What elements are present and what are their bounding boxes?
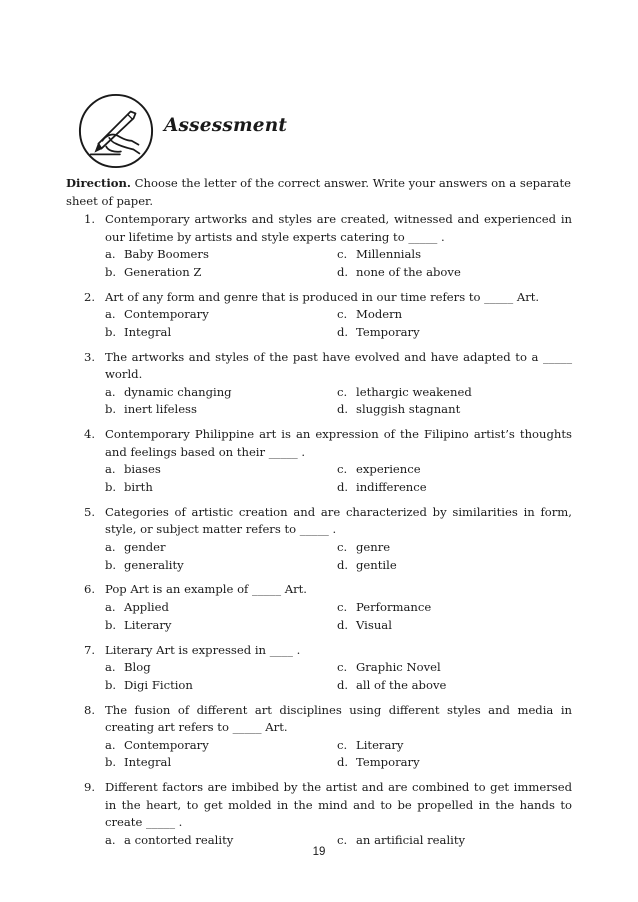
- option-row: [105, 461, 572, 479]
- option-row: [105, 737, 572, 755]
- option-letter: b.: [105, 264, 117, 279]
- answer-option: [337, 737, 403, 755]
- option-letter: c.: [337, 539, 348, 554]
- answer-option: [105, 599, 337, 617]
- question-row: [84, 211, 572, 246]
- answer-option: [105, 479, 337, 497]
- question-number: 1.: [84, 212, 96, 226]
- question-row: [84, 642, 572, 660]
- option-letter: d.: [337, 402, 349, 417]
- question-row: [84, 349, 572, 384]
- answer-option: [105, 306, 337, 324]
- answer-options: [105, 599, 572, 635]
- answer-option: [105, 617, 337, 635]
- direction-paragraph: [66, 174, 571, 210]
- direction-text: Choose the letter of the correct answer. Write your answers on a separate sheet of paper.: [66, 176, 571, 208]
- question-row: [84, 581, 572, 599]
- option-text: an artificial reality: [356, 832, 466, 847]
- option-row: [105, 246, 572, 264]
- option-text: experience: [356, 462, 421, 477]
- option-text: all of the above: [356, 677, 447, 692]
- option-letter: b.: [105, 755, 117, 770]
- answer-option: [105, 737, 337, 755]
- option-text: genre: [356, 539, 391, 554]
- question-text: Contemporary Philippine art is an expression of the Filipino artist’s thoughts and feelings based on their _____ .: [105, 427, 572, 459]
- answer-option: [337, 246, 421, 264]
- option-row: [105, 306, 572, 324]
- option-text: indifference: [356, 480, 427, 495]
- option-text: Baby Boomers: [124, 247, 209, 261]
- option-text: Integral: [124, 324, 172, 339]
- option-row: [105, 264, 572, 282]
- answer-option: [105, 659, 337, 677]
- answer-option: [337, 539, 390, 557]
- answer-option: [105, 384, 337, 402]
- option-letter: b.: [105, 480, 117, 495]
- question-text: Art of any form and genre that is produced in our time refers to _____ Art.: [105, 289, 540, 304]
- option-letter: b.: [105, 617, 117, 632]
- answer-option: [105, 557, 337, 575]
- direction-label: Direction.: [66, 176, 131, 190]
- question-text: The artworks and styles of the past have evolved and have adapted to a _____ world.: [105, 349, 572, 382]
- option-row: [105, 617, 572, 635]
- question-row: [84, 702, 572, 737]
- option-letter: c.: [337, 660, 348, 675]
- option-text: Blog: [124, 660, 151, 675]
- option-letter: a.: [105, 737, 116, 752]
- option-letter: a.: [105, 307, 116, 322]
- hand-writing-with-pen-icon: [77, 92, 155, 170]
- option-letter: b.: [105, 402, 117, 417]
- option-row: [105, 539, 572, 557]
- option-text: Contemporary: [124, 737, 209, 752]
- option-letter: b.: [105, 324, 117, 339]
- option-row: [105, 754, 572, 772]
- option-text: Millennials: [356, 247, 422, 261]
- option-text: Graphic Novel: [356, 660, 441, 675]
- answer-options: [105, 306, 572, 342]
- option-letter: c.: [337, 737, 348, 752]
- option-text: generality: [124, 557, 184, 572]
- answer-option: [105, 246, 337, 264]
- answer-option: [337, 754, 420, 772]
- option-letter: a.: [105, 247, 116, 261]
- question-text: Different factors are imbibed by the artist and are combined to get immersed in the heart, to get molded in the mind and to be propelled in the hands to create _____ .: [105, 780, 572, 830]
- question-item: [84, 289, 572, 342]
- answer-option: [337, 384, 472, 402]
- option-text: gentile: [356, 557, 397, 572]
- question-item: [84, 779, 572, 849]
- question-row: [84, 779, 572, 832]
- option-row: [105, 557, 572, 575]
- answer-options: [105, 539, 572, 575]
- option-text: Digi Fiction: [124, 677, 193, 692]
- option-text: lethargic weakened: [356, 384, 472, 399]
- question-number: 9.: [84, 780, 96, 795]
- option-letter: a.: [105, 462, 116, 477]
- answer-options: [105, 659, 572, 695]
- option-row: [105, 401, 572, 419]
- answer-option: [337, 264, 461, 282]
- question-list: [84, 211, 572, 857]
- question-item: [84, 642, 572, 695]
- option-letter: d.: [337, 324, 349, 339]
- question-item: [84, 211, 572, 282]
- option-text: Applied: [124, 599, 169, 614]
- question-text: Pop Art is an example of _____ Art.: [105, 582, 307, 597]
- option-row: [105, 677, 572, 695]
- option-letter: b.: [105, 677, 117, 692]
- option-letter: d.: [337, 264, 349, 279]
- option-text: birth: [124, 480, 153, 495]
- answer-options: [105, 461, 572, 497]
- answer-option: [105, 461, 337, 479]
- question-item: [84, 426, 572, 497]
- page-number: 19: [312, 846, 326, 858]
- question-row: [84, 289, 572, 307]
- option-letter: d.: [337, 755, 349, 770]
- question-number: 6.: [84, 582, 96, 597]
- question-number: 3.: [84, 349, 96, 364]
- option-row: [105, 324, 572, 342]
- question-row: [84, 426, 572, 461]
- option-letter: a.: [105, 832, 116, 847]
- question-item: [84, 702, 572, 773]
- option-text: gender: [124, 539, 166, 554]
- answer-option: [105, 264, 337, 282]
- answer-options: [105, 737, 572, 773]
- option-letter: d.: [337, 557, 349, 572]
- answer-option: [105, 539, 337, 557]
- option-letter: c.: [337, 832, 348, 847]
- option-text: a contorted reality: [124, 832, 234, 847]
- option-letter: a.: [105, 599, 116, 614]
- option-text: Modern: [356, 307, 403, 322]
- answer-option: [105, 401, 337, 419]
- option-letter: d.: [337, 677, 349, 692]
- option-letter: b.: [105, 557, 117, 572]
- option-letter: c.: [337, 599, 348, 614]
- answer-option: [337, 659, 441, 677]
- option-text: Temporary: [356, 324, 420, 339]
- answer-option: [337, 306, 402, 324]
- question-row: [84, 504, 572, 539]
- option-letter: d.: [337, 617, 349, 632]
- answer-option: [337, 677, 446, 695]
- question-text: Contemporary artworks and styles are created, witnessed and experienced in our lifetime by artists and style experts catering to _____ .: [105, 212, 572, 244]
- option-text: Integral: [124, 755, 172, 770]
- question-text: Literary Art is expressed in ____ .: [105, 642, 301, 657]
- answer-option: [105, 324, 337, 342]
- answer-option: [337, 599, 431, 617]
- option-text: Contemporary: [124, 307, 209, 322]
- answer-option: [337, 324, 420, 342]
- answer-option: [105, 754, 337, 772]
- question-number: 5.: [84, 504, 96, 519]
- answer-options: [105, 384, 572, 420]
- question-number: 4.: [84, 427, 96, 442]
- option-text: inert lifeless: [124, 402, 197, 417]
- option-text: biases: [124, 462, 161, 477]
- option-letter: a.: [105, 660, 116, 675]
- question-text: Categories of artistic creation and are characterized by similarities in form, style, or subject matter refers to _____ .: [105, 504, 572, 537]
- answer-option: [337, 461, 421, 479]
- question-number: 8.: [84, 702, 96, 717]
- option-letter: c.: [337, 384, 348, 399]
- option-letter: c.: [337, 462, 348, 477]
- option-text: sluggish stagnant: [356, 402, 461, 417]
- answer-option: [337, 479, 427, 497]
- option-letter: c.: [337, 247, 348, 261]
- answer-options: [105, 246, 572, 282]
- answer-option: [105, 677, 337, 695]
- option-text: Visual: [356, 617, 392, 632]
- option-row: [105, 384, 572, 402]
- question-item: [84, 581, 572, 634]
- option-text: Generation Z: [124, 264, 202, 279]
- assessment-header: [77, 92, 557, 172]
- option-text: Performance: [356, 599, 432, 614]
- answer-option: [337, 617, 392, 635]
- option-row: [105, 659, 572, 677]
- question-item: [84, 504, 572, 575]
- option-text: Temporary: [356, 755, 420, 770]
- question-number: 2.: [84, 289, 96, 304]
- question-text: The fusion of different art disciplines using different styles and media in creating art refers to _____ Art.: [105, 702, 572, 735]
- option-letter: c.: [337, 307, 348, 322]
- option-text: Literary: [124, 617, 172, 632]
- option-text: dynamic changing: [124, 384, 232, 399]
- option-letter: a.: [105, 539, 116, 554]
- question-number: 7.: [84, 642, 96, 657]
- answer-option: [337, 401, 460, 419]
- option-text: none of the above: [356, 264, 461, 279]
- answer-option: [337, 557, 397, 575]
- option-letter: d.: [337, 480, 349, 495]
- option-row: [105, 599, 572, 617]
- question-item: [84, 349, 572, 420]
- option-letter: a.: [105, 384, 116, 399]
- page-title: Assessment: [164, 115, 288, 136]
- option-row: [105, 479, 572, 497]
- option-text: Literary: [356, 737, 404, 752]
